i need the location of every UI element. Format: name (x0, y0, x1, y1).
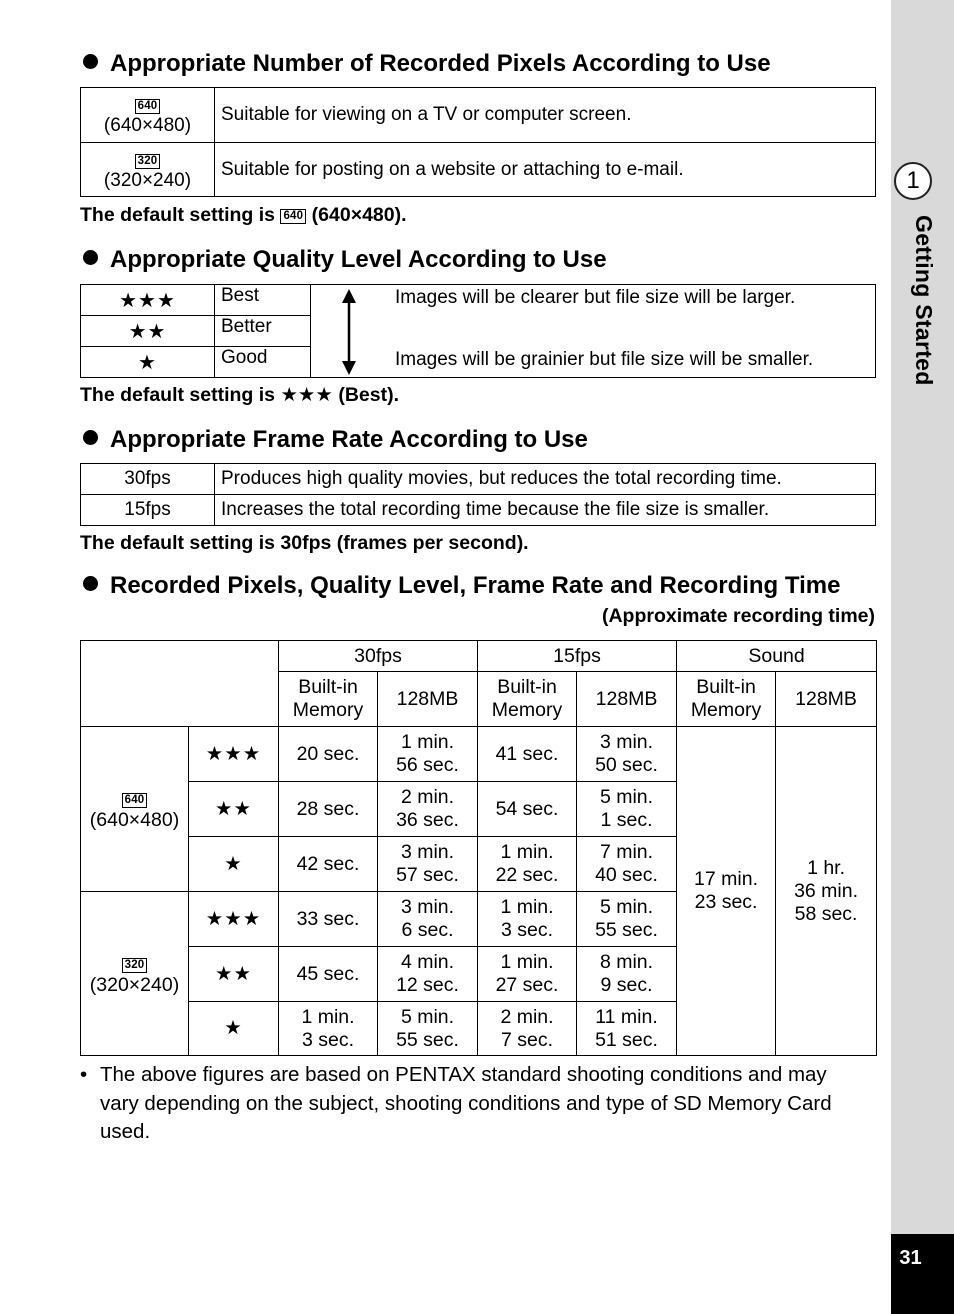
time-cell: 1 min. 3 sec. (478, 892, 577, 947)
empty-corner-cell (81, 641, 279, 727)
pixel-size-label: (640×480) (89, 809, 180, 831)
quality-top-desc: Images will be clearer but file size will be larger. (395, 287, 796, 308)
bullet-icon (83, 250, 98, 265)
time-cell: 7 min. 40 sec. (577, 837, 677, 892)
time-cell: 8 min. 9 sec. (577, 947, 677, 1002)
recording-time-table (80, 640, 877, 1056)
quality-bottom-desc: Images will be grainier but file size will be smaller. (395, 349, 814, 370)
time-cell: 33 sec. (279, 892, 378, 947)
default-note-quality (80, 383, 399, 407)
quality-stars-cell: ★★ (81, 316, 215, 347)
quality-label-cell: Best (215, 285, 311, 316)
framerate-table (80, 463, 876, 526)
quality-label-cell: Good (215, 347, 311, 378)
table-row (81, 88, 876, 143)
time-cell: 11 min. 51 sec. (577, 1002, 677, 1056)
bullet-icon: • (80, 1063, 88, 1086)
sound-card-cell: 1 hr. 36 min. 58 sec. (776, 727, 877, 1056)
time-cell: 3 min. 50 sec. (577, 727, 677, 782)
framerate-desc-cell: Increases the total recording time because the file size is smaller. (215, 495, 876, 526)
quality-stars-cell: ★ (189, 1002, 279, 1056)
time-cell: 4 min. 12 sec. (378, 947, 478, 1002)
time-cell: 5 min. 55 sec. (378, 1002, 478, 1056)
approx-note: (Approximate recording time) (601, 605, 875, 627)
section-heading-framerate (83, 426, 588, 454)
group-header-15fps: 15fps (478, 641, 677, 672)
table-row (81, 143, 876, 197)
time-cell: 54 sec. (478, 782, 577, 837)
quality-label-cell: Better (215, 316, 311, 347)
pixels-table (80, 87, 876, 197)
footnote-text: The above figures are based on PENTAX standard shooting conditions and may vary depending on the subject, shooting conditions and type of SD Memory Card used. (100, 1063, 832, 1143)
time-cell: 5 min. 1 sec. (577, 782, 677, 837)
time-cell: 2 min. 7 sec. (478, 1002, 577, 1056)
table-row (81, 495, 876, 526)
quality-stars-cell: ★★★ (189, 727, 279, 782)
quality-stars-cell: ★ (189, 837, 279, 892)
table-row (81, 464, 876, 495)
quality-stars-cell: ★★ (189, 947, 279, 1002)
heading-text: Recorded Pixels, Quality Level, Frame Rate and Recording Time (110, 572, 841, 599)
subheader-card: 128MB (776, 672, 877, 727)
quality-table (80, 284, 876, 378)
heading-text: Appropriate Number of Recorded Pixels According to Use (110, 50, 771, 77)
pixel-desc-cell: Suitable for posting on a website or attaching to e-mail. (215, 143, 876, 197)
note-text: (640×480). (311, 204, 407, 226)
size-640-cell (81, 727, 189, 892)
note-text: The default setting is (80, 204, 276, 226)
chapter-number-badge: 1 (894, 162, 932, 200)
bullet-icon (83, 430, 98, 445)
note-text: The default setting is (80, 384, 276, 406)
framerate-cell: 15fps (81, 495, 215, 526)
note-text: (Best). (338, 384, 399, 406)
quality-stars-cell: ★★ (189, 782, 279, 837)
quality-desc-cell (311, 285, 876, 378)
time-cell: 5 min. 55 sec. (577, 892, 677, 947)
pixel-size-label: (320×240) (89, 973, 180, 996)
time-cell: 45 sec. (279, 947, 378, 1002)
heading-text: Appropriate Quality Level According to Use (110, 246, 607, 273)
time-cell: 1 min. 27 sec. (478, 947, 577, 1002)
time-cell: 1 min. 3 sec. (279, 1002, 378, 1056)
time-cell: 41 sec. (478, 727, 577, 782)
section-heading-recording-time (83, 572, 840, 600)
table-row (81, 285, 876, 316)
sound-builtin-cell: 17 min. 23 sec. (677, 727, 776, 1056)
subheader-builtin: Built-in Memory (279, 672, 378, 727)
chapter-title: Getting Started (911, 215, 937, 386)
quality-stars-cell: ★ (81, 347, 215, 378)
time-cell: 1 min. 22 sec. (478, 837, 577, 892)
time-cell: 1 min. 56 sec. (378, 727, 478, 782)
pixel-size-label: (320×240) (103, 169, 192, 191)
size-320-icon: 320 (122, 958, 148, 973)
size-320-icon: 320 (135, 154, 161, 169)
pixel-desc-cell: Suitable for viewing on a TV or computer screen. (215, 88, 876, 143)
size-640-icon: 640 (280, 209, 306, 224)
size-640-icon: 640 (135, 99, 161, 114)
section-heading-quality (83, 246, 607, 274)
subheader-builtin: Built-in Memory (478, 672, 577, 727)
time-cell: 3 min. 57 sec. (378, 837, 478, 892)
table-row (81, 727, 877, 782)
bullet-icon (83, 54, 98, 69)
time-cell: 2 min. 36 sec. (378, 782, 478, 837)
default-note-framerate: The default setting is 30fps (frames per second). (80, 532, 529, 554)
size-640-icon: 640 (122, 793, 148, 808)
table-header-row (81, 641, 877, 672)
time-cell: 20 sec. (279, 727, 378, 782)
subheader-card: 128MB (577, 672, 677, 727)
framerate-cell: 30fps (81, 464, 215, 495)
pixel-size-cell (81, 88, 215, 143)
time-cell: 28 sec. (279, 782, 378, 837)
quality-stars-cell: ★★★ (189, 892, 279, 947)
default-note-pixels (80, 204, 407, 227)
time-cell: 42 sec. (279, 837, 378, 892)
up-down-arrow-icon (339, 289, 359, 375)
subheader-builtin: Built-in Memory (677, 672, 776, 727)
time-cell: 3 min. 6 sec. (378, 892, 478, 947)
size-320-cell (81, 892, 189, 1056)
stars-icon: ★★★ (280, 384, 333, 406)
heading-text: Appropriate Frame Rate According to Use (110, 426, 588, 453)
subheader-card: 128MB (378, 672, 478, 727)
page-number: 31 (891, 1234, 954, 1314)
pixel-size-label: (640×480) (103, 115, 192, 136)
group-header-sound: Sound (677, 641, 877, 672)
pixel-size-cell (81, 143, 215, 197)
framerate-desc-cell: Produces high quality movies, but reduces the total recording time. (215, 464, 876, 495)
section-heading-pixels (83, 50, 771, 78)
footnote (80, 1061, 870, 1147)
bullet-icon (83, 576, 98, 591)
group-header-30fps: 30fps (279, 641, 478, 672)
quality-stars-cell: ★★★ (81, 285, 215, 316)
